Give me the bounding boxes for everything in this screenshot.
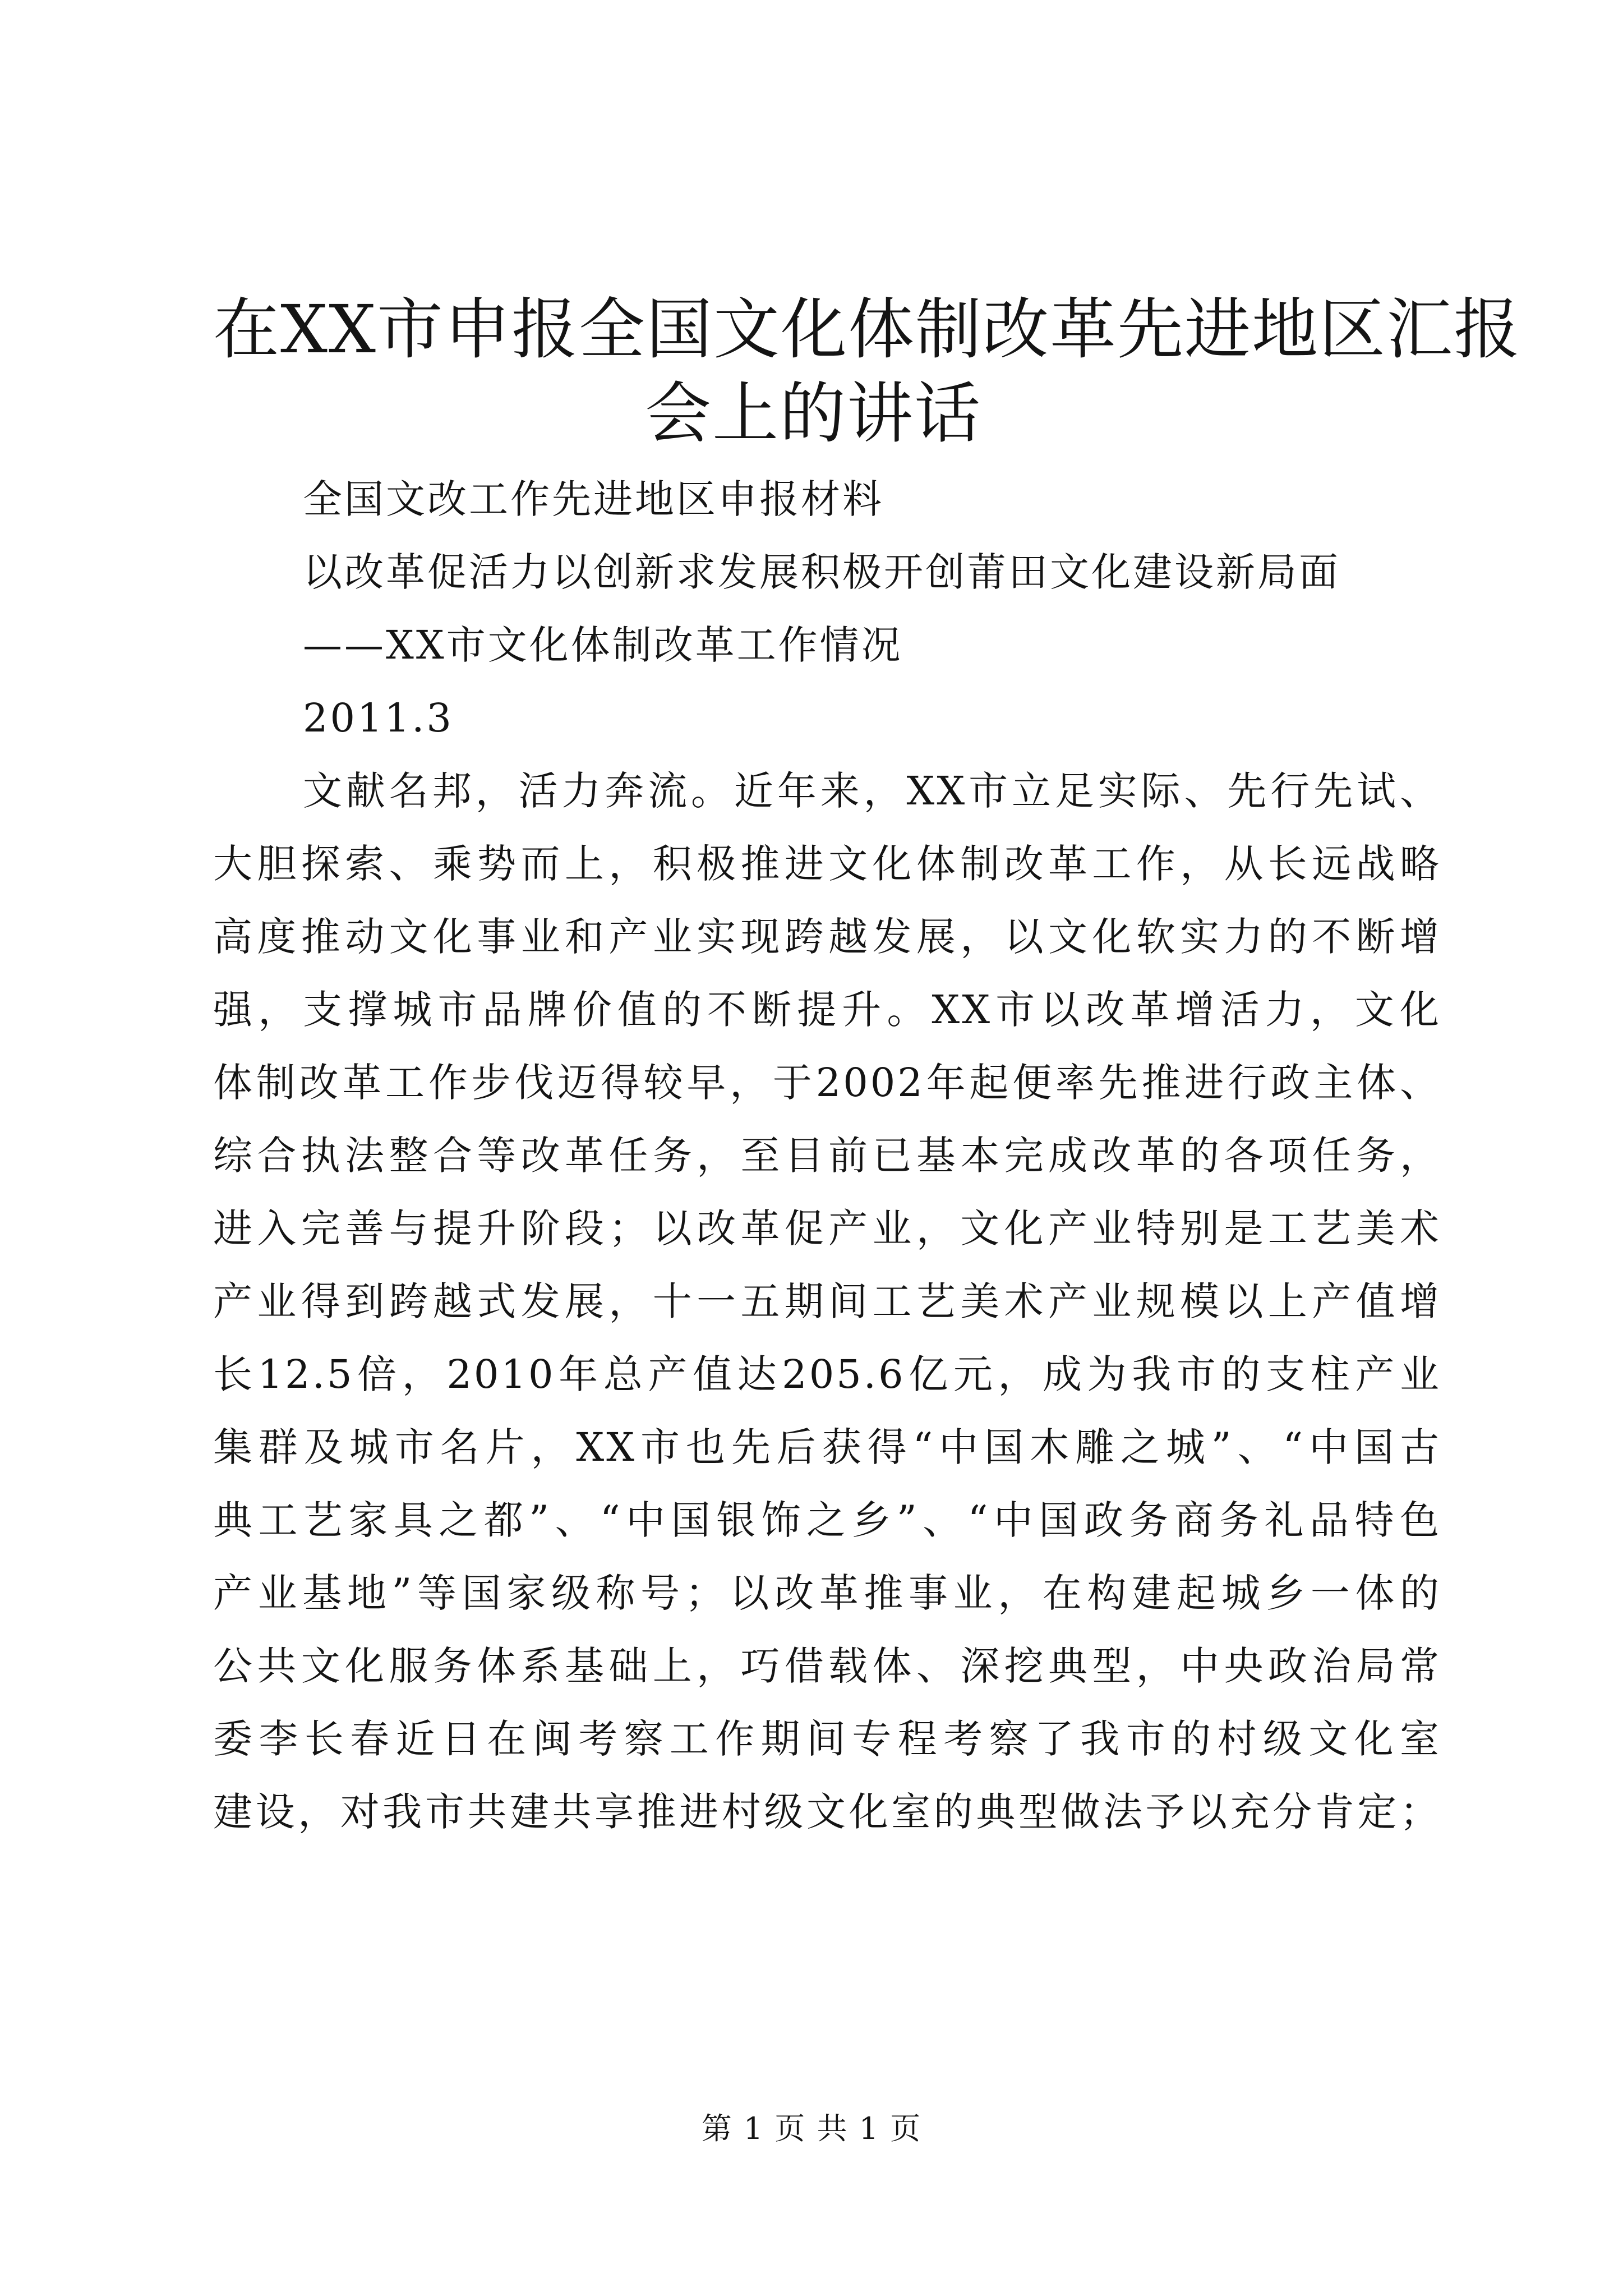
document-title-line-2: 会上的讲话 xyxy=(644,375,981,452)
subtitle-application-material: 全国文改工作先进地区申报材料 xyxy=(303,476,884,522)
body-line: 建设，对我市共建共享推进村级文化室的典型做法予以充分肯定； xyxy=(213,1789,1441,1835)
body-line: 委李长春近日在闽考察工作期间专程考察了我市的村级文化室 xyxy=(213,1716,1441,1762)
body-line: 公共文化服务体系基础上，巧借载体、深挖典型，中央政治局常 xyxy=(213,1643,1441,1689)
subtitle-slogan: 以改革促活力以创新求发展积极开创莆田文化建设新局面 xyxy=(303,549,1340,595)
body-line: 综合执法整合等改革任务，至目前已基本完成改革的各项任务， xyxy=(213,1133,1441,1179)
body-line: 文献名邦，活力奔流。近年来，XX市立足实际、先行先试、 xyxy=(303,768,1441,814)
document-title-line-1: 在XX市申报全国文化体制改革先进地区汇报 xyxy=(213,291,1521,368)
body-line: 长12.5倍，2010年总产值达205.6亿元，成为我市的支柱产业 xyxy=(213,1351,1441,1397)
body-line: 强，支撑城市品牌价值的不断提升。XX市以改革增活力，文化 xyxy=(213,987,1441,1033)
body-line: 产业基地”等国家级称号；以改革推事业，在构建起城乡一体的 xyxy=(213,1570,1441,1616)
document-date: 2011.3 xyxy=(303,695,454,741)
body-line: 体制改革工作步伐迈得较早，于2002年起便率先推进行政主体、 xyxy=(213,1060,1441,1106)
page-number-footer: 第 1 页 共 1 页 xyxy=(701,2111,922,2146)
body-line: 典工艺家具之都”、“中国银饰之乡”、“中国政务商务礼品特色 xyxy=(213,1497,1441,1543)
body-line: 进入完善与提升阶段；以改革促产业，文化产业特别是工艺美术 xyxy=(213,1205,1441,1251)
body-line: 集群及城市名片，XX市也先后获得“中国木雕之城”、“中国古 xyxy=(213,1424,1441,1470)
body-line: 高度推动文化事业和产业实现跨越发展，以文化软实力的不断增 xyxy=(213,914,1441,960)
body-line: 产业得到跨越式发展，十一五期间工艺美术产业规模以上产值增 xyxy=(213,1278,1441,1324)
subtitle-report-topic: ——XX市文化体制改革工作情况 xyxy=(303,622,903,668)
body-line: 大胆探索、乘势而上，积极推进文化体制改革工作，从长远战略 xyxy=(213,841,1441,887)
